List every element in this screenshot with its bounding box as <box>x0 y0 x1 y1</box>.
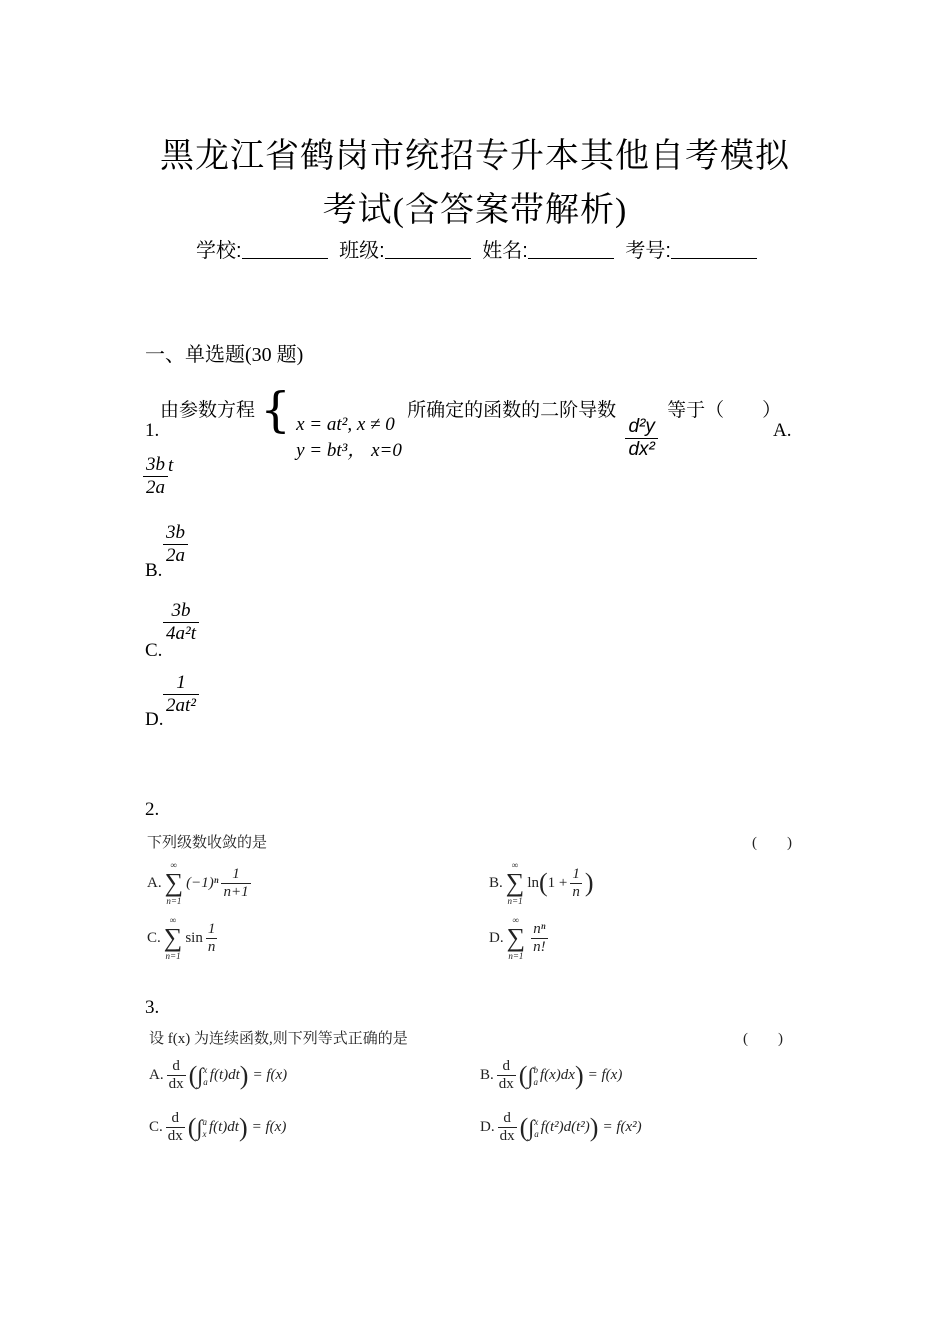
q2-option-d-label: D. <box>489 929 504 946</box>
q3-option-a-upper: x <box>203 1064 208 1075</box>
q3-option-c-d-num: d <box>171 1110 180 1126</box>
q2-option-b-den: n <box>572 883 580 900</box>
q1-option-c-num: 3b <box>171 600 191 621</box>
q1-derivative-den: dx² <box>625 438 657 461</box>
right-paren-icon: ) <box>239 1060 249 1090</box>
q2-option-a-frac <box>221 866 250 901</box>
q2-option-d <box>489 915 551 961</box>
q2-number: 2. <box>145 799 160 820</box>
integral-icon: ∫ <box>528 1114 535 1140</box>
class-label: 班级: <box>339 240 385 262</box>
q1-option-d-label: D. <box>145 709 164 730</box>
q1-stem-post: 等于（ ） <box>667 400 782 421</box>
integral-icon: ∫ <box>197 1062 204 1088</box>
q3-option-b-d-num: d <box>502 1058 511 1074</box>
sum-icon: ∑ <box>505 868 525 897</box>
right-paren-icon: ) <box>238 1112 248 1142</box>
q1-option-b-frac <box>163 522 188 567</box>
q3-paren: ( ) <box>743 1031 783 1047</box>
q1-option-a <box>143 454 173 499</box>
q1-option-a-num: 3b <box>146 454 165 475</box>
right-paren-icon: ) <box>589 1112 599 1142</box>
left-paren-icon: ( <box>538 868 548 897</box>
q1-option-c-label: C. <box>145 640 163 661</box>
q2-option-c-sum-lower: n=1 <box>165 951 181 961</box>
q3-option-d-d-den: dx <box>499 1128 515 1144</box>
q1-system-line2: y = bt³， x=0 <box>296 440 402 461</box>
page-subtitle: 考试(含答案带解析) <box>322 192 628 229</box>
sum-icon: ∑ <box>163 923 183 952</box>
left-paren-icon: ( <box>518 1060 528 1090</box>
q1-stem <box>160 382 782 464</box>
q1-option-d <box>163 672 199 717</box>
q2-option-a-sum <box>165 860 184 906</box>
q3-option-c-lower: x <box>202 1128 207 1139</box>
q3-option-b-body: f(x)dx <box>539 1067 575 1083</box>
q1-option-a-frac <box>143 454 168 499</box>
q2-option-a-sign: (−1)ⁿ <box>186 874 219 891</box>
q2-option-d-den: n! <box>533 938 546 955</box>
q2-stem: 下列级数收敛的是 <box>147 835 268 851</box>
section-heading: 一、单选题(30 题) <box>145 344 304 366</box>
q3-option-b-upper: b <box>533 1064 538 1075</box>
q2-option-c-label: C. <box>147 929 161 946</box>
q2-option-b-sum-lower: n=1 <box>507 896 523 906</box>
q3-option-c <box>149 1110 286 1145</box>
name-blank <box>528 238 614 259</box>
number-blank <box>671 238 757 259</box>
q3-option-d-rhs: = f(x²) <box>602 1119 642 1135</box>
q1-option-a-tail: t <box>168 454 174 476</box>
q3-option-d-label: D. <box>480 1119 495 1135</box>
q1-option-a-label: A. <box>773 420 792 441</box>
q3-option-d-body: f(t²)d(t²) <box>540 1119 590 1135</box>
q3-option-b-label: B. <box>480 1067 494 1083</box>
q3-option-b-d-den: dx <box>498 1076 514 1092</box>
q2-option-a-num: 1 <box>232 865 240 882</box>
q2-option-b-sum-upper: ∞ <box>511 860 519 870</box>
q3-option-a-integral <box>197 1063 210 1089</box>
q1-derivative-num: d²y <box>628 416 655 437</box>
q3-option-b-rhs: = f(x) <box>587 1067 623 1083</box>
q3-option-d-integral <box>528 1115 541 1141</box>
q3-option-d-limits <box>534 1116 539 1140</box>
q2-option-c-den: n <box>207 938 216 955</box>
q3-option-c-upper: a <box>202 1116 207 1127</box>
q2-option-b-num: 1 <box>572 865 580 882</box>
q1-system <box>296 412 402 464</box>
q3-option-d-lower: a <box>534 1128 539 1139</box>
right-paren-icon: ) <box>584 868 594 897</box>
q3-option-c-d <box>166 1110 185 1145</box>
q3-option-d <box>480 1110 642 1145</box>
q1-option-b-label: B. <box>145 560 163 581</box>
q2-option-a <box>147 860 254 906</box>
q3-option-a-rhs: = f(x) <box>252 1067 288 1083</box>
right-paren-icon: ) <box>574 1060 584 1090</box>
q2-option-b-ln: ln <box>527 874 539 891</box>
student-info-line <box>196 234 763 263</box>
q2-option-d-sum <box>507 915 526 961</box>
q1-option-c-frac <box>163 600 199 645</box>
q3-option-d-upper: x <box>534 1116 539 1127</box>
q3-option-a <box>149 1058 287 1093</box>
q1-system-line1: x = at², x ≠ 0 <box>296 414 395 435</box>
q1-option-b-den: 2a <box>163 544 188 567</box>
q3-option-c-body: f(t)dt <box>208 1119 239 1135</box>
q1-option-c-den: 4a²t <box>163 622 199 645</box>
q1-option-b <box>163 522 188 567</box>
q3-option-a-lower: a <box>203 1076 208 1087</box>
q1-stem-pre: 由参数方程 <box>160 400 256 421</box>
name-label: 姓名: <box>482 240 528 262</box>
school-label: 学校: <box>196 240 242 262</box>
q3-option-b <box>480 1058 622 1093</box>
left-paren-icon: ( <box>188 1060 198 1090</box>
q2-option-a-sum-lower: n=1 <box>166 896 182 906</box>
q2-option-c-sum-upper: ∞ <box>169 915 177 925</box>
q1-option-d-den: 2at² <box>163 694 199 717</box>
q1-option-b-num: 3b <box>166 522 185 543</box>
q2-option-d-frac <box>531 921 548 956</box>
q3-option-a-label: A. <box>149 1067 164 1083</box>
q3-option-a-limits <box>203 1064 208 1088</box>
left-paren-icon: ( <box>187 1112 197 1142</box>
q1-option-d-frac <box>163 672 199 717</box>
integral-icon: ∫ <box>196 1114 203 1140</box>
sum-icon: ∑ <box>506 923 526 952</box>
q2-option-c-num: 1 <box>207 920 216 937</box>
q3-option-c-label: C. <box>149 1119 163 1135</box>
q2-option-d-num: nⁿ <box>533 920 546 937</box>
q2-option-c-sin: sin <box>185 929 203 946</box>
page-title: 黑龙江省鹤岗市统招专升本其他自考模拟 <box>160 138 790 175</box>
q3-option-a-d <box>167 1058 186 1093</box>
q2-option-b-frac <box>570 866 582 901</box>
q2-option-a-label: A. <box>147 874 162 891</box>
q3-number: 3. <box>145 997 160 1018</box>
class-blank <box>385 238 471 259</box>
school-blank <box>242 238 328 259</box>
sum-icon: ∑ <box>164 868 184 897</box>
q3-option-a-d-den: dx <box>168 1076 184 1092</box>
q2-option-a-sum-upper: ∞ <box>170 860 178 870</box>
integral-icon: ∫ <box>527 1062 534 1088</box>
q3-stem: 设 f(x) 为连续函数,则下列等式正确的是 <box>149 1031 408 1047</box>
q2-option-c-frac <box>206 921 218 956</box>
q3-option-b-d <box>497 1058 516 1093</box>
q1-stem-mid: 所确定的函数的二阶导数 <box>407 400 617 421</box>
q2-option-b-label: B. <box>489 874 503 891</box>
q1-option-d-num: 1 <box>176 672 186 693</box>
left-paren-icon: ( <box>519 1112 529 1142</box>
q2-option-d-sum-upper: ∞ <box>512 915 520 925</box>
q2-option-b-sum <box>506 860 525 906</box>
q1-number: 1. <box>145 420 160 441</box>
q2-option-c <box>147 915 220 961</box>
q2-option-a-den: n+1 <box>223 883 249 900</box>
q3-option-a-body: f(t)dt <box>209 1067 240 1083</box>
q3-option-c-d-den: dx <box>167 1128 183 1144</box>
q1-derivative <box>625 416 657 461</box>
q2-paren: ( ) <box>752 835 792 851</box>
q3-option-c-limits <box>202 1116 207 1140</box>
q3-option-c-integral <box>196 1115 209 1141</box>
q2-option-c-sum <box>164 915 183 961</box>
q3-option-d-d <box>498 1110 517 1145</box>
q3-option-b-limits <box>533 1064 538 1088</box>
q1-option-a-den: 2a <box>143 476 168 499</box>
q3-option-a-d-num: d <box>172 1058 180 1074</box>
q2-option-b <box>489 860 594 906</box>
q3-option-b-integral <box>527 1063 540 1089</box>
q2-option-b-one: 1 + <box>547 874 568 891</box>
q1-option-c <box>163 600 199 645</box>
q2-option-d-sum-lower: n=1 <box>508 951 524 961</box>
q1-brace-icon: { <box>260 382 291 438</box>
q3-option-b-lower: a <box>533 1076 538 1087</box>
q3-option-d-d-num: d <box>503 1110 511 1126</box>
q3-option-c-rhs: = f(x) <box>251 1119 287 1135</box>
number-label: 考号: <box>625 240 671 262</box>
